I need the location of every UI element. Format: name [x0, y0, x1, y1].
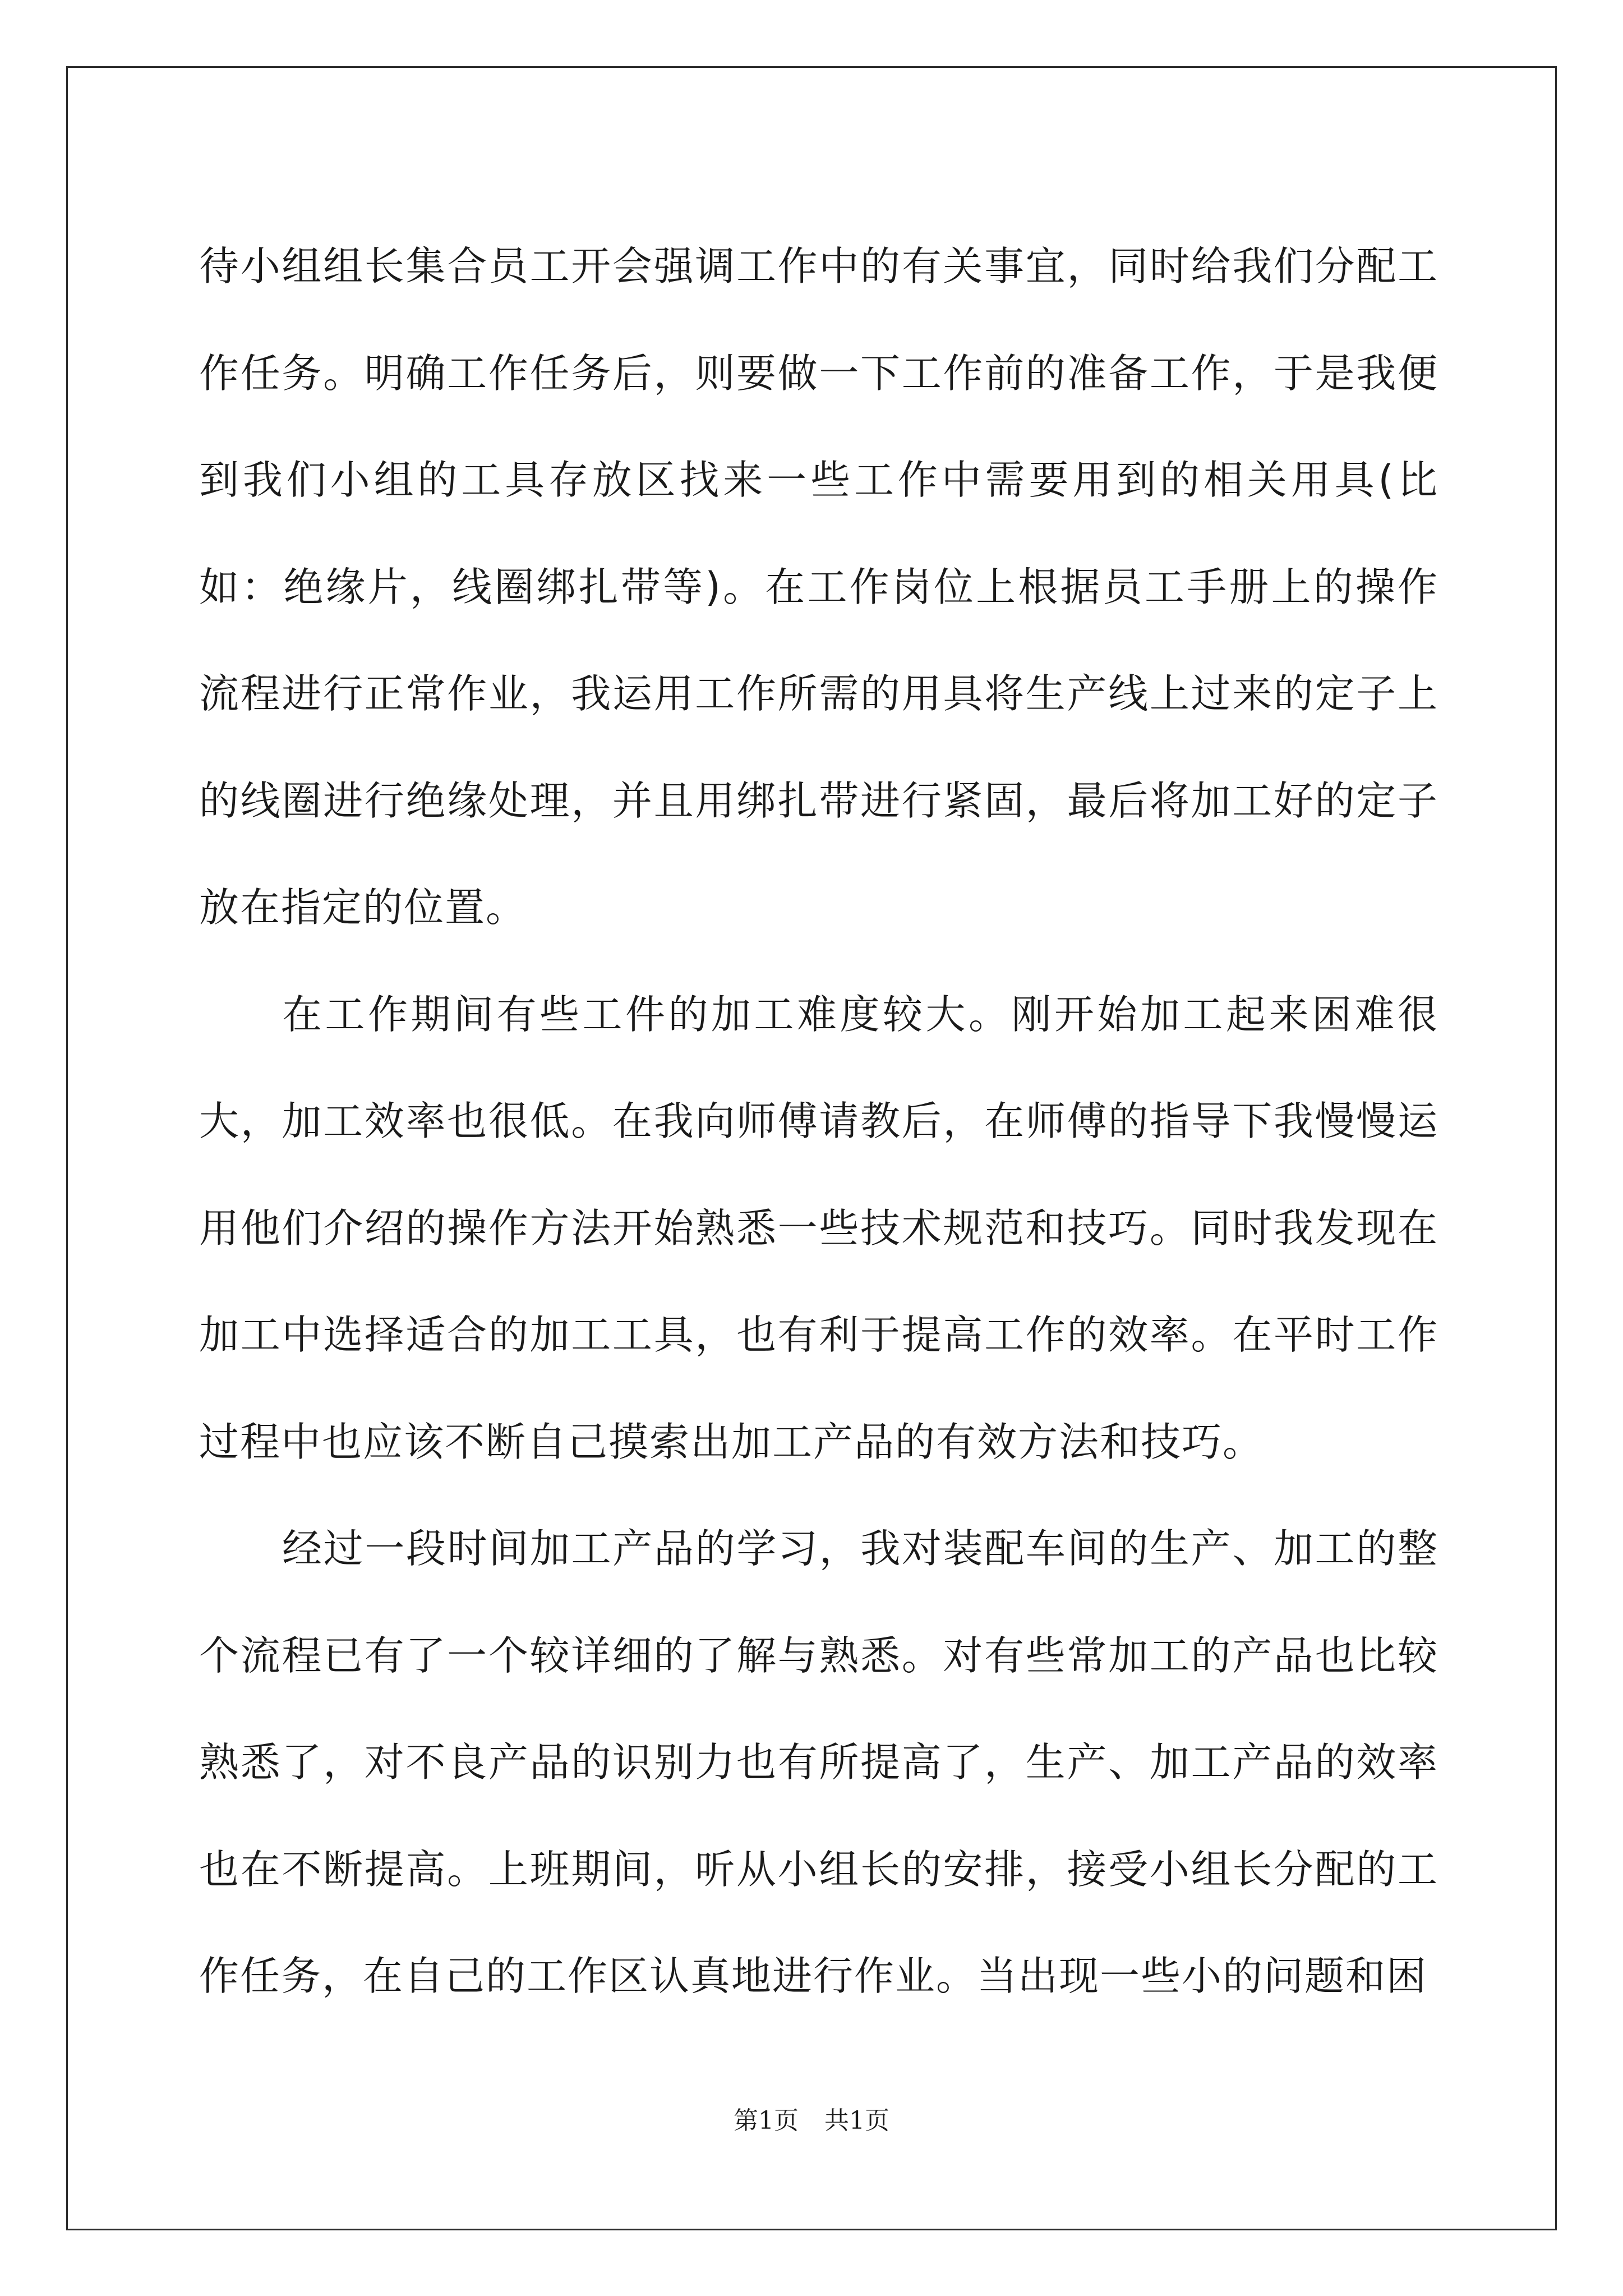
- paragraph-1: 待小组组长集合员工开会强调工作中的有关事宜，同时给我们分配工作任务。明确工作任务后，则要做一下工作前的准备工作，于是我便到我们小组的工具存放区找来一些工作中需要用到的相关用具(比如：绝缘片，线圈绑扎带等)。在工作岗位上根据员工手册上的操作流程进行正常作业，我运用工作所需的用具将生产线上过来的定子上的线圈进行绝缘处理，并且用绑扎带进行紧固，最后将加工好的定子放在指定的位置。: [199, 243, 1438, 931]
- page-number: 第1页: [734, 2106, 799, 2135]
- page-total: 共1页: [824, 2106, 889, 2135]
- paragraph-3: 经过一段时间加工产品的学习，我对装配车间的生产、加工的整个流程已有了一个较详细的了解与熟悉。对有些常加工的产品也比较熟悉了，对不良产品的识别力也有所提高了，生产、加工产品的效率也在不断提高。上班期间，听从小组长的安排，接受小组长分配的工作任务，在自己的工作区认真地进行作业。当出现一些小的问题和困: [199, 1525, 1438, 1999]
- document-body: [199, 213, 1438, 2030]
- paragraph-2: 在工作期间有些工件的加工难度较大。刚开始加工起来困难很大，加工效率也很低。在我向师傅请教后，在师傅的指导下我慢慢运用他们介绍的操作方法开始熟悉一些技术规范和技巧。同时我发现在加工中选择适合的加工工具，也有利于提高工作的效率。在平时工作过程中也应该不断自己摸索出加工产品的有效方法和技巧。: [199, 991, 1438, 1465]
- page-footer: [0, 2100, 1623, 2136]
